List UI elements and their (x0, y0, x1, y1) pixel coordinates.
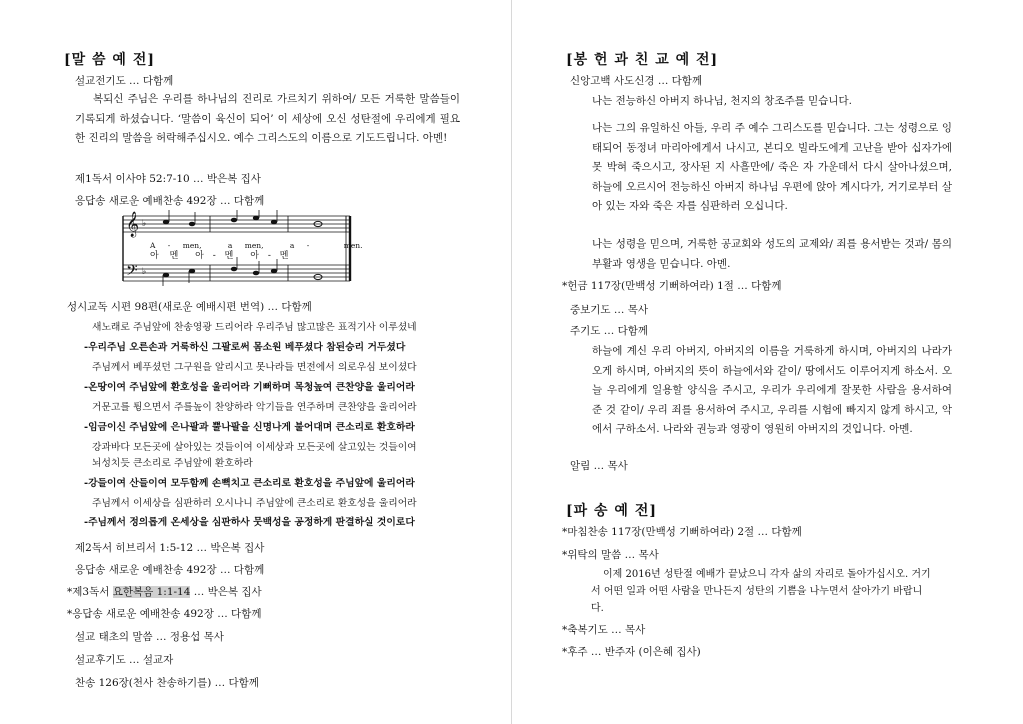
lyric-ko-7: - (267, 251, 271, 261)
psalm-line: 강과바다 모든곳에 살아있는 것들이여 이세상과 모든곳에 살고있는 것들이여 (92, 442, 417, 453)
psalm-line: 주님께서 이세상을 심판하러 오시나니 주님앞에 큰소리로 환호성을 울리어라 (92, 498, 417, 509)
lyric-ko-2: 멘 (169, 251, 179, 261)
announcements: 알림 … 목사 (570, 460, 628, 472)
creed-paragraph: 나는 성령을 믿으며, 거룩한 공교회와 성도의 교제와/ 죄를 용서받는 것과/ 몸의 부활과 영생을 믿습니다. 아멘. (592, 238, 952, 270)
psalm-line-response: -임금이신 주님앞에 은나팔과 뿔나팔을 신명나게 불어대며 큰소리로 환호하라 (84, 422, 415, 433)
creed-heading: 신앙고백 사도신경 … 다함께 (570, 75, 703, 87)
psalm-line-response: -온땅이여 주님앞에 환호성을 울리어라 기뻐하며 목청높여 큰찬양을 울리어라 (84, 382, 415, 393)
left-page (0, 0, 511, 724)
benediction: *축복기도 … 목사 (562, 624, 646, 636)
music-lyrics-korean (150, 250, 288, 262)
second-response: 응답송 새로운 예배찬송 492장 … 다함께 (75, 564, 265, 576)
psalm-heading: 성시교독 시편 98편(새로운 예배시편 번역) … 다함께 (67, 301, 312, 313)
word-liturgy-title: [말 씀 예 전] (64, 52, 155, 68)
lyric-en-1: A - men, (150, 241, 202, 250)
svg-text:𝄞: 𝄞 (126, 212, 140, 237)
psalm-line: 거문고를 튕으면서 주를높이 찬양하라 악기들을 연주하며 큰찬양을 울리어라 (92, 402, 417, 413)
prayer-after-sermon: 설교후기도 … 설교자 (75, 654, 174, 666)
lords-prayer-text: 하늘에 계신 우리 아버지, 아버지의 이름을 거룩하게 하시며, 아버지의 나라가 오게 하시며, 아버지의 뜻이 하늘에서와 같이/ 땅에서도 이루어지게 하소서. 오늘 우리에게 일용할 양식을 주시고, 우리가 우리에게 잘못한 사람을 용서하여 준 것 같이/ 우리 죄를 용서하여 주시고, 우리를 시험에 빠지지 않게 하시고, 악에서 구하소서. 나라와 권능과 영광이 영원히 아버지의 것입니다. 아멘. (592, 345, 952, 435)
svg-text:𝄢: 𝄢 (126, 262, 138, 283)
lyric-ko-6: 아 (250, 251, 259, 261)
first-response: 응답송 새로운 예배찬송 492장 … 다함께 (75, 195, 265, 207)
svg-text:♭: ♭ (142, 267, 147, 277)
third-reading-prefix: *제3독서 (67, 586, 113, 598)
third-reading-ref: 요한복음 1:1-14 (112, 586, 191, 598)
lyric-en-2: a (227, 241, 233, 250)
psalm-line: 뇌성치듯 큰소리로 주님앞에 환호하라 (92, 458, 253, 469)
first-reading: 제1독서 이사야 52:7-10 … 박은복 집사 (75, 173, 261, 185)
lyric-ko-8: 멘 (279, 251, 289, 261)
psalm-line-response: -강들이여 산들이여 모두함께 손뼉치고 큰소리로 환호성을 주님앞에 울리어라 (84, 478, 415, 489)
psalm-line-response: -우리주님 오른손과 거룩하신 그팔로써 몸소원 베푸셨다 참된승리 거두셨다 (84, 342, 406, 353)
lords-prayer-heading: 주기도 … 다함께 (570, 325, 649, 337)
creed-paragraph: 나는 전능하신 아버지 하나님, 천지의 창조주를 믿습니다. (592, 95, 852, 107)
offering: *헌금 117장(만백성 기뻐하여라) 1절 … 다함께 (562, 280, 782, 292)
third-reading (67, 586, 262, 599)
sending-liturgy-title: [파 송 예 전] (566, 503, 657, 519)
sermon: 설교 태초의 말씀 … 정용섭 목사 (75, 631, 224, 643)
lyric-ko-1: 아 (150, 251, 159, 261)
lyric-en-5: - (306, 241, 310, 250)
lyric-ko-5: 멘 (224, 251, 234, 261)
sending-text: 이제 2016년 성탄절 예배가 끝났으니 각자 삶의 자리로 돌아가십시오. 거기서 어떤 일과 어떤 사람을 만나든지 성탄의 기쁨을 나누면서 살아가기 바랍니다. (591, 569, 931, 614)
creed-paragraph: 나는 그의 유일하신 아들, 우리 주 예수 그리스도를 믿습니다. 그는 성령으로 잉태되어 동정녀 마리아에게서 나시고, 본디오 빌라도에게 고난을 받아 십자가에 못 박혀 죽으시고, 장사된 지 사흘만에/ 죽은 자 가운데서 다시 살아나셨으며, 하늘에 오르시어 전능하신 아버지 하나님 우편에 앉아 계시다가, 거기로부터 살아 있는 자와 죽은 자를 심판하러 오십니다. (592, 122, 952, 212)
hymn: 찬송 126장(천사 찬송하기를) … 다함께 (75, 677, 259, 689)
psalm-line-response: -주님께서 정의롭게 온세상을 심판하사 뭇백성을 공정하게 판결하실 것이로다 (84, 517, 415, 528)
intercession: 중보기도 … 목사 (570, 304, 649, 316)
right-page (511, 0, 1023, 724)
psalm-line: 주님께서 베푸셨던 그구원을 알리시고 못나라들 면전에서 의로우심 보이셨다 (92, 362, 417, 373)
psalm-line: 새노래로 주님앞에 찬송영광 드리어라 우리주님 많고많은 표적기사 이루셨네 (92, 322, 417, 333)
sending-heading: *위탁의 말씀 … 목사 (562, 549, 659, 561)
third-response: *응답송 새로운 예배찬송 492장 … 다함께 (67, 608, 262, 620)
third-reading-suffix: … 박은복 집사 (190, 586, 262, 598)
closing-hymn: *마침찬송 117장(만백성 기뻐하여라) 2절 … 다함께 (562, 526, 802, 538)
prayer-before-text: 복되신 주님은 우리를 하나님의 진리로 가르치기 위하여/ 모든 거룩한 말씀들이 기록되게 하셨습니다. ‘말씀이 육신이 되어’ 이 세상에 오신 성탄절에 우리에게 필요한 진리의 말씀을 허락해주십시오. 예수 그리스도의 이름으로 기도드립니다. 아멘! (75, 93, 460, 144)
lyric-ko-3: 아 (195, 251, 204, 261)
prayer-before-heading: 설교전기도 … 다함께 (75, 75, 174, 87)
lyric-en-3: men, (244, 241, 264, 250)
postlude: *후주 … 반주자 (이은혜 집사) (562, 646, 701, 658)
lyric-en-6: men. (343, 241, 363, 250)
lyric-en-4: a (289, 241, 295, 250)
offering-liturgy-title: [봉 헌 과 친 교 예 전] (566, 52, 719, 68)
lyric-ko-4: - (212, 251, 216, 261)
second-reading: 제2독서 히브리서 1:5-12 … 박은복 집사 (75, 542, 265, 554)
svg-text:♭: ♭ (142, 219, 147, 229)
